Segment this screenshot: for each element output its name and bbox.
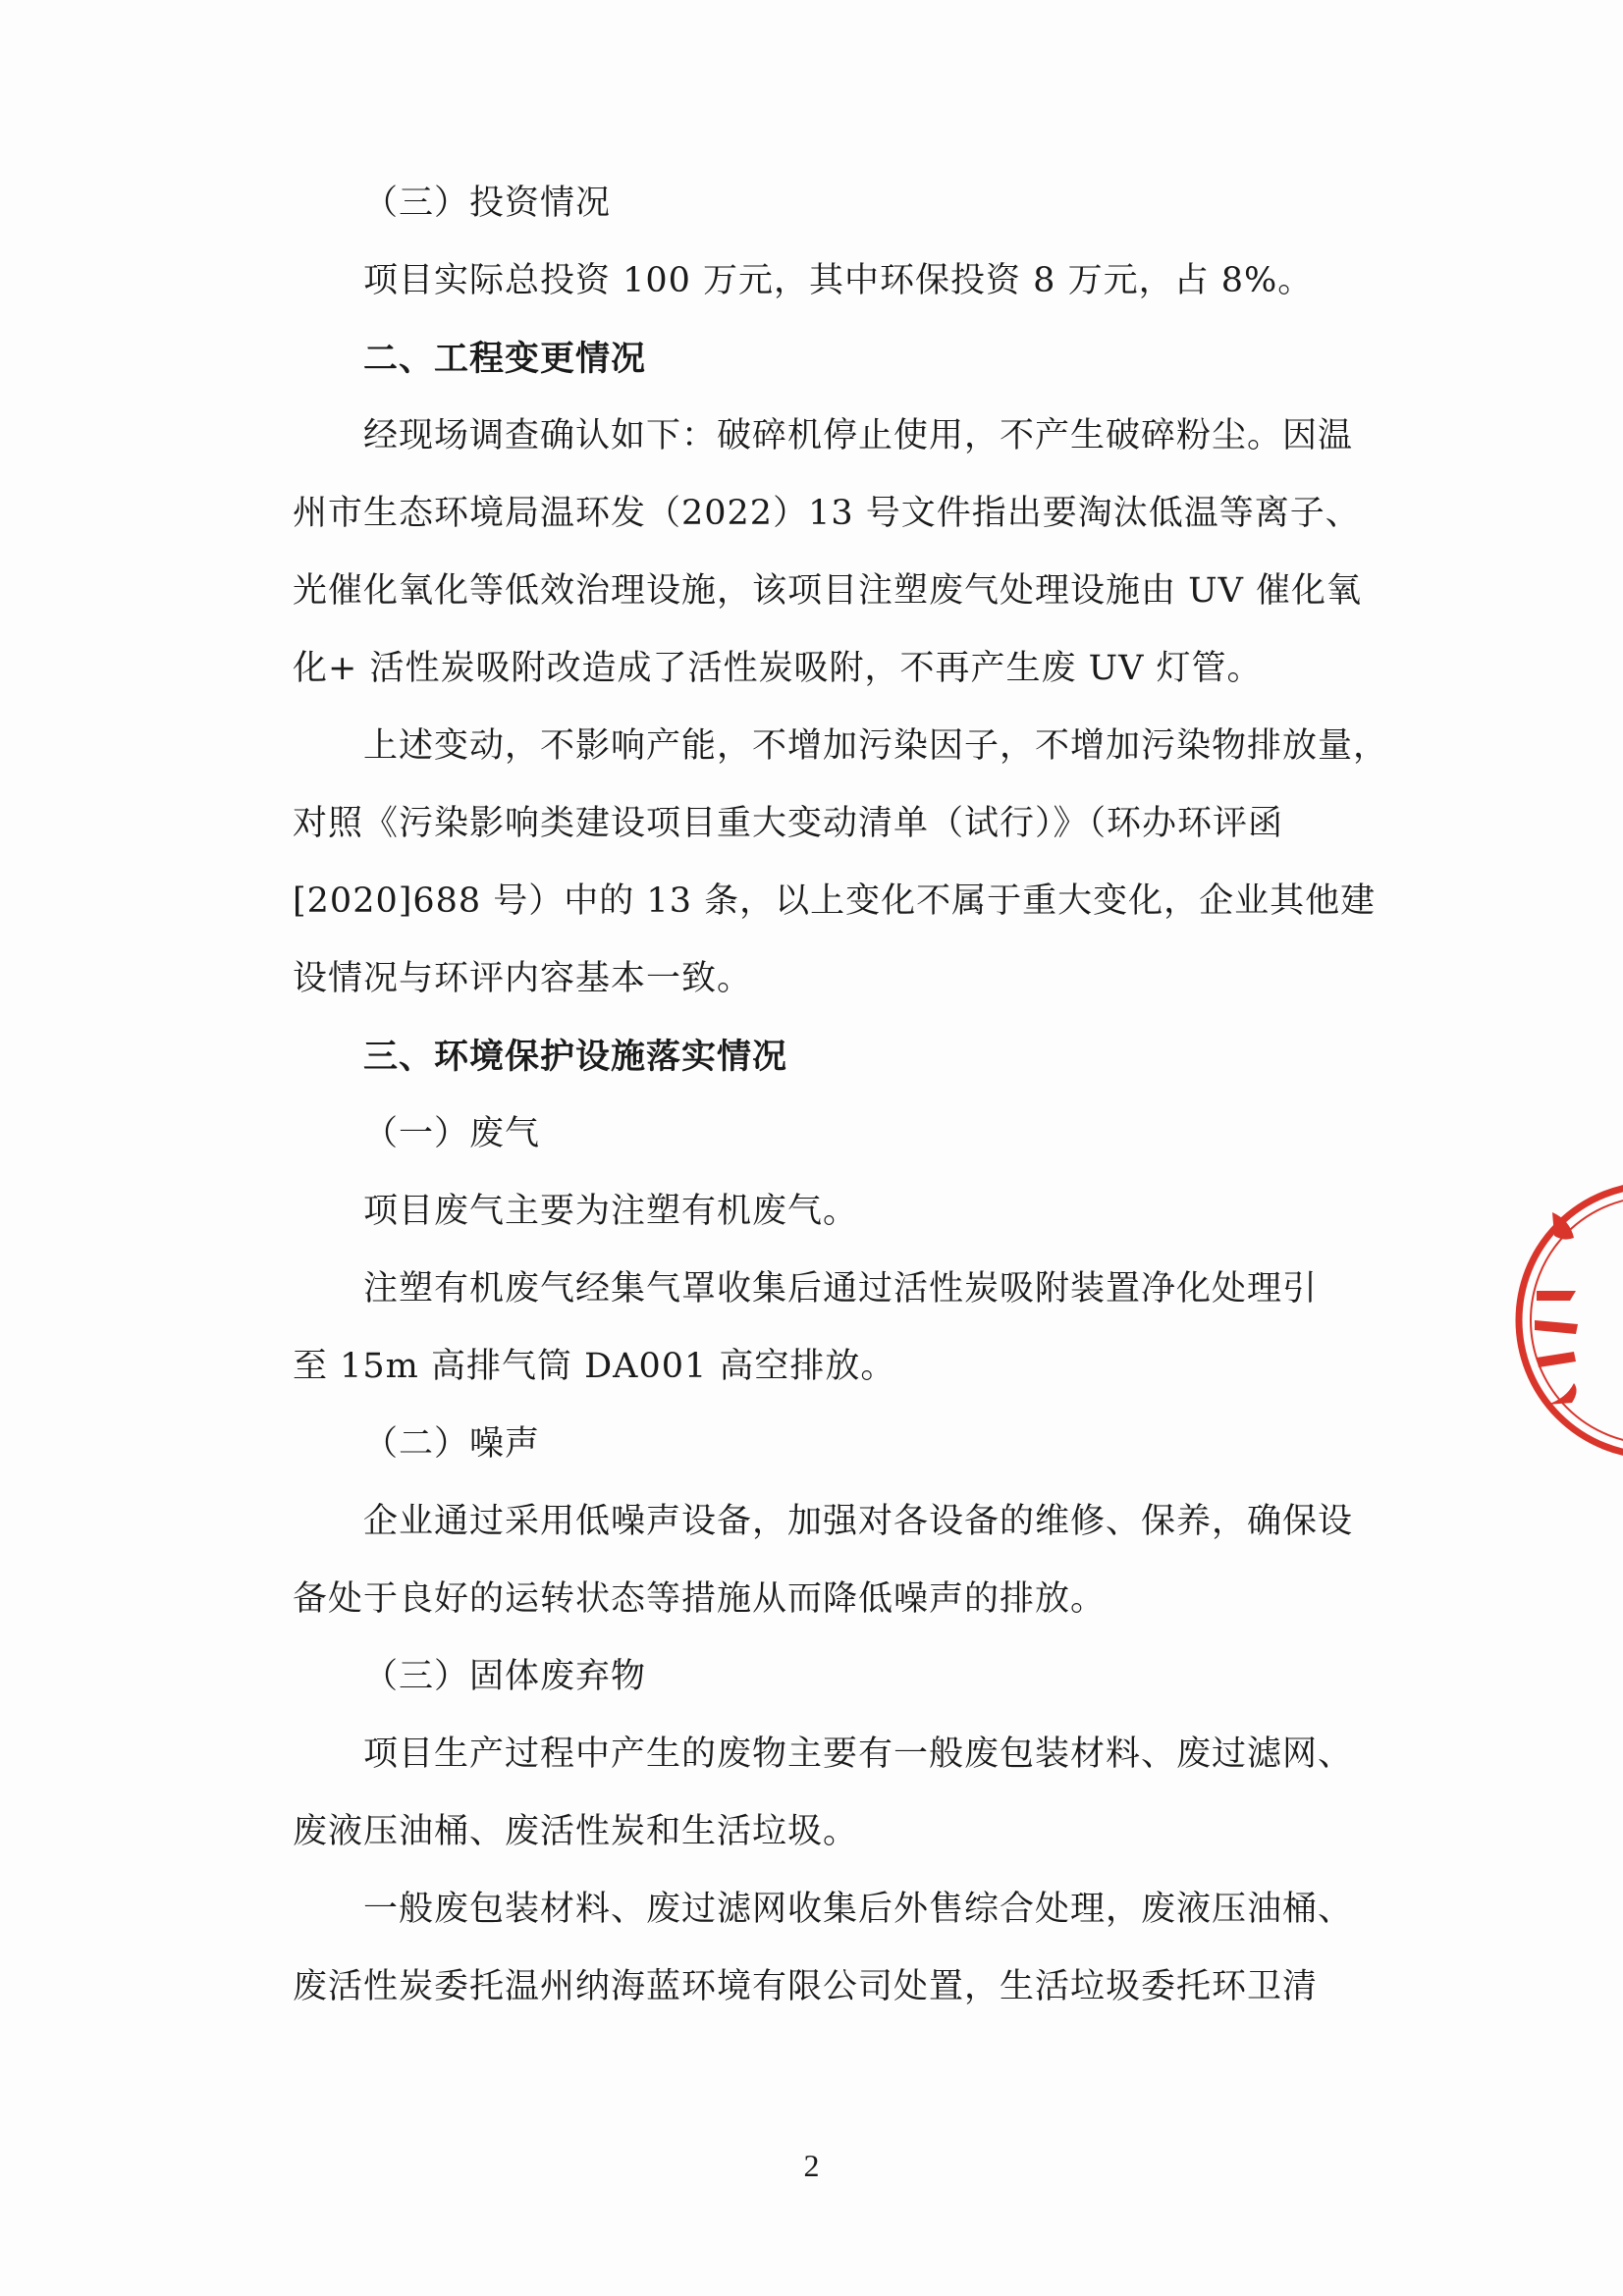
line-investment-total: 项目实际总投资 100 万元，其中环保投资 8 万元，占 8%。	[363, 261, 1314, 300]
paragraph-line: 上述变动，不影响产能，不增加污染因子，不增加污染物排放量，	[363, 726, 1389, 766]
paragraph-line: 废液压油桶、废活性炭和生活垃圾。	[293, 1812, 859, 1851]
paragraph-line: 化+ 活性炭吸附改造成了活性炭吸附，不再产生废 UV 灯管。	[293, 649, 1263, 688]
paragraph-line: 光催化氧化等低效治理设施，该项目注塑废气处理设施由 UV 催化氧	[293, 571, 1363, 611]
line-waste-gas-heading: （一）废气	[363, 1114, 541, 1153]
paragraph-line: 至 15m 高排气筒 DA001 高空排放。	[293, 1347, 896, 1386]
paragraph-line: 经现场调查确认如下：破碎机停止使用，不产生破碎粉尘。因温	[363, 416, 1354, 455]
paragraph-line: 州市生态环境局温环发（2022）13 号文件指出要淘汰低温等离子、	[293, 494, 1361, 533]
line-solid-waste-heading: （三）固体废弃物	[363, 1657, 647, 1696]
line-environment-heading: 三、环境保护设施落实情况	[363, 1037, 788, 1077]
paragraph-line: 备处于良好的运转状态等措施从而降低噪声的排放。	[293, 1579, 1107, 1619]
seal-stamp-graphic	[1507, 1173, 1623, 1468]
line-noise-heading: （二）噪声	[363, 1424, 541, 1464]
paragraph-line: 注塑有机废气经集气罩收集后通过活性炭吸附装置净化处理引	[363, 1269, 1319, 1308]
paragraph-line: 一般废包装材料、废过滤网收集后外售综合处理，废液压油桶、	[363, 1890, 1354, 1929]
paragraph-line: 企业通过采用低噪声设备，加强对各设备的维修、保养，确保设	[363, 1502, 1354, 1541]
line-change-heading: 二、工程变更情况	[363, 339, 647, 379]
paragraph-line: 废活性炭委托温州纳海蓝环境有限公司处置，生活垃圾委托环卫清	[293, 1967, 1319, 2006]
paragraph-line: 设情况与环评内容基本一致。	[293, 959, 753, 998]
document-body	[293, 165, 1389, 2026]
paragraph-line: 项目废气主要为注塑有机废气。	[363, 1192, 859, 1231]
line-investment-heading: （三）投资情况	[363, 184, 612, 223]
page-number: 2	[803, 2148, 820, 2183]
paragraph-line: [2020]688 号）中的 13 条，以上变化不属于重大变化，企业其他建	[293, 881, 1377, 921]
paragraph-line: 对照《污染影响类建设项目重大变动清单（试行）》（环办环评函	[293, 804, 1284, 843]
seal-stamp	[1507, 1173, 1623, 1468]
paragraph-line: 项目生产过程中产生的废物主要有一般废包装材料、废过滤网、	[363, 1735, 1354, 1774]
